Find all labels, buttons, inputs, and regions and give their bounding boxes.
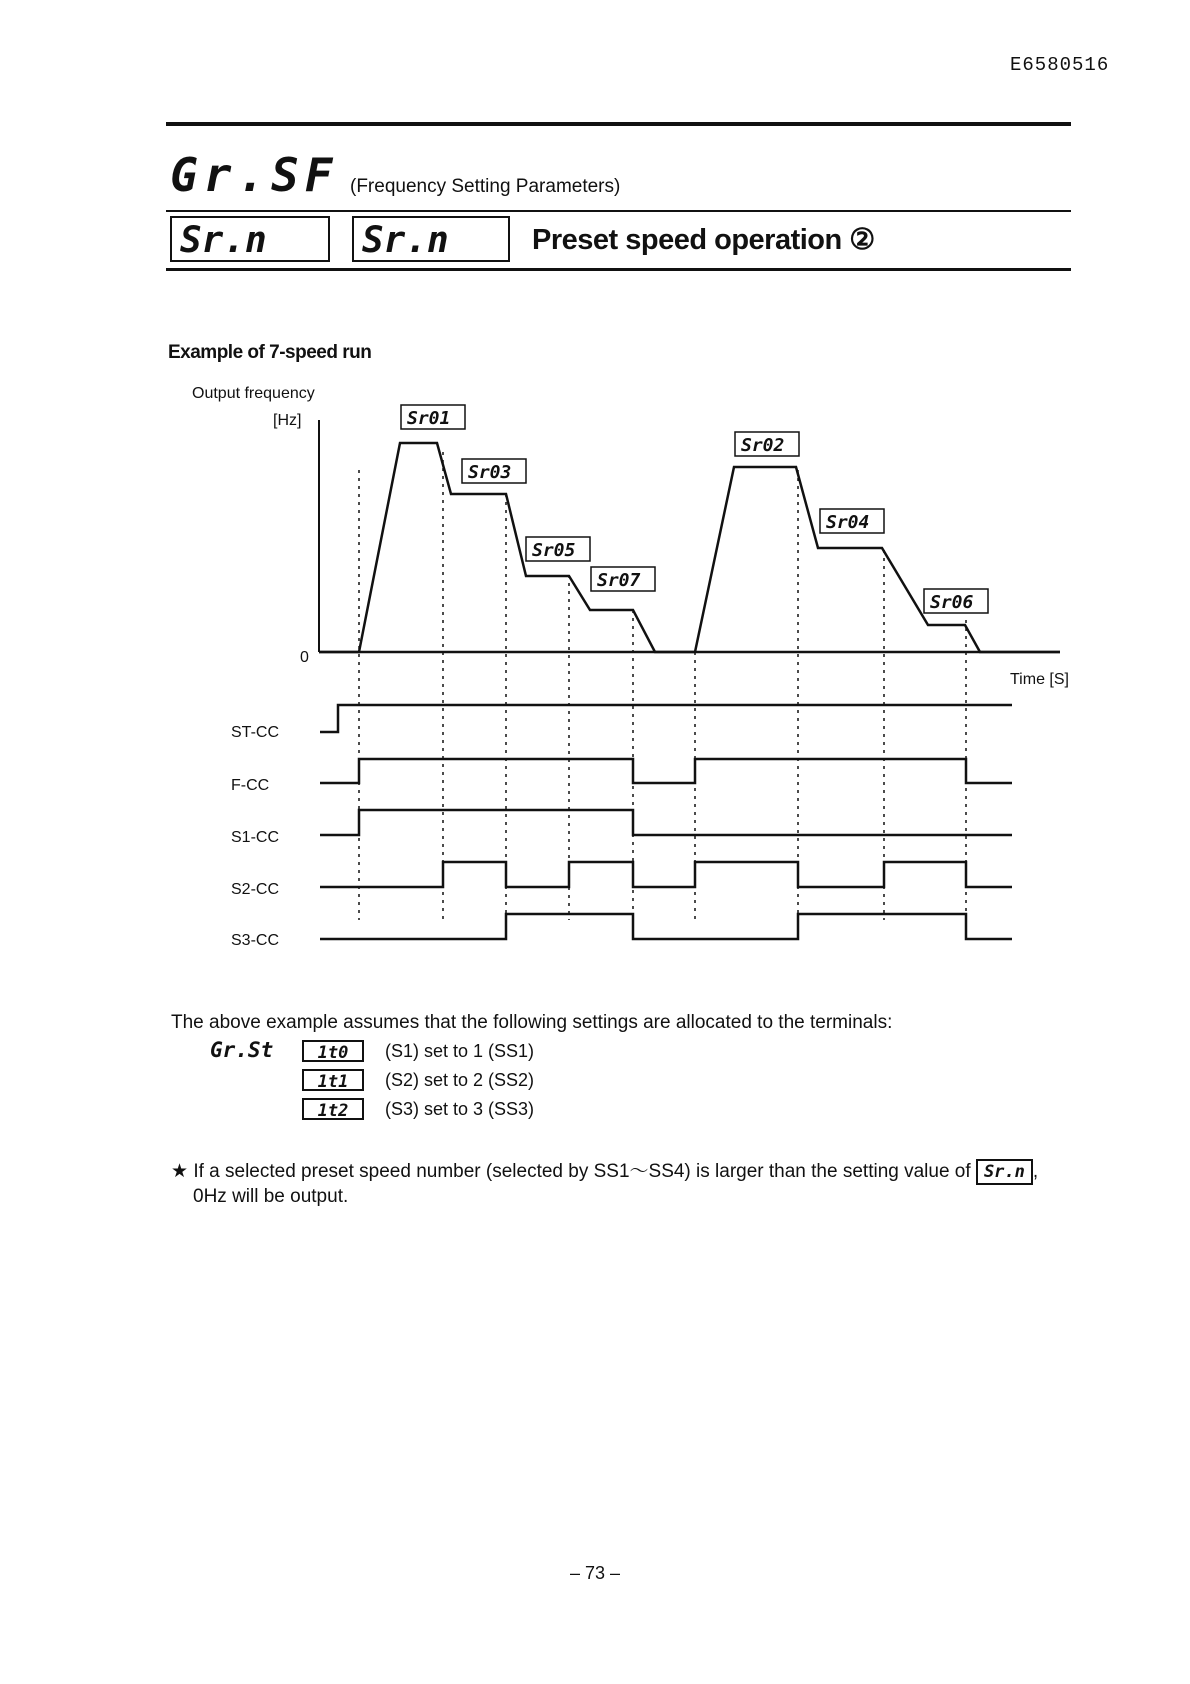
setting-group-code: Gr.St (210, 1038, 274, 1062)
setting-param: 1t0 (302, 1040, 364, 1062)
speed-label: Sr04 (826, 512, 870, 533)
signal-label-s3-cc: S3-CC (231, 932, 280, 949)
example-title: Example of 7-speed run (168, 342, 372, 363)
top-rule (166, 122, 1071, 126)
y-axis-label-line2: [Hz] (273, 412, 302, 429)
signal-waveform-s3-cc (320, 914, 1012, 939)
timing-diagram (0, 380, 1190, 960)
note-intro: The above example assumes that the following settings are allocated to the terminals: (171, 1012, 893, 1033)
speed-label: Sr02 (741, 435, 785, 456)
signal-waveform-s1-cc (320, 810, 1012, 835)
time-markers (359, 452, 966, 920)
setting-param: 1t2 (302, 1098, 364, 1120)
star-note-comma: , (1032, 1161, 1039, 1182)
signal-waveform-f-cc (320, 759, 1012, 783)
signal-label-st-cc: ST-CC (231, 724, 279, 741)
speed-label: Sr01 (407, 408, 451, 429)
param-box-sr-n-2: Sr.n (352, 216, 510, 262)
header-rule-upper (166, 210, 1071, 212)
star-note (171, 1156, 1038, 1185)
speed-label: Sr05 (532, 540, 576, 561)
signal-label-s2-cc: S2-CC (231, 881, 280, 898)
star-note-text: If a selected preset speed number (selected by SS1〜SS4) is larger than the setting value of (193, 1161, 971, 1182)
group-code: Gr.SF (170, 148, 339, 202)
signal-waveform-s2-cc (320, 862, 1012, 887)
group-name: (Frequency Setting Parameters) (350, 176, 621, 197)
star-note-param: Sr.n (976, 1159, 1033, 1185)
setting-text: (S2) set to 2 (SS2) (385, 1070, 535, 1090)
signal-label-s1-cc: S1-CC (231, 829, 280, 846)
page-number: – 73 – (569, 1563, 621, 1583)
document-code: E6580516 (1010, 54, 1110, 76)
star-icon: ★ (171, 1161, 189, 1182)
param-box-sr-n: Sr.n (170, 216, 330, 262)
setting-text: (S3) set to 3 (SS3) (385, 1099, 535, 1119)
section-title: Preset speed operation ② (532, 224, 875, 256)
header-rule-lower (166, 268, 1071, 271)
zero-label: 0 (300, 649, 309, 666)
x-axis-label: Time [S] (1010, 671, 1069, 688)
speed-label: Sr06 (930, 592, 974, 613)
speed-label: Sr03 (468, 462, 512, 483)
setting-param: 1t1 (302, 1069, 364, 1091)
y-axis-label-line1: Output frequency (192, 385, 315, 402)
speed-label: Sr07 (597, 570, 641, 591)
setting-text: (S1) set to 1 (SS1) (385, 1041, 535, 1061)
star-note-line2: 0Hz will be output. (193, 1186, 349, 1207)
signal-waveform-st-cc (320, 705, 1012, 732)
signal-label-f-cc: F-CC (231, 777, 270, 794)
frequency-profile (319, 443, 1060, 652)
